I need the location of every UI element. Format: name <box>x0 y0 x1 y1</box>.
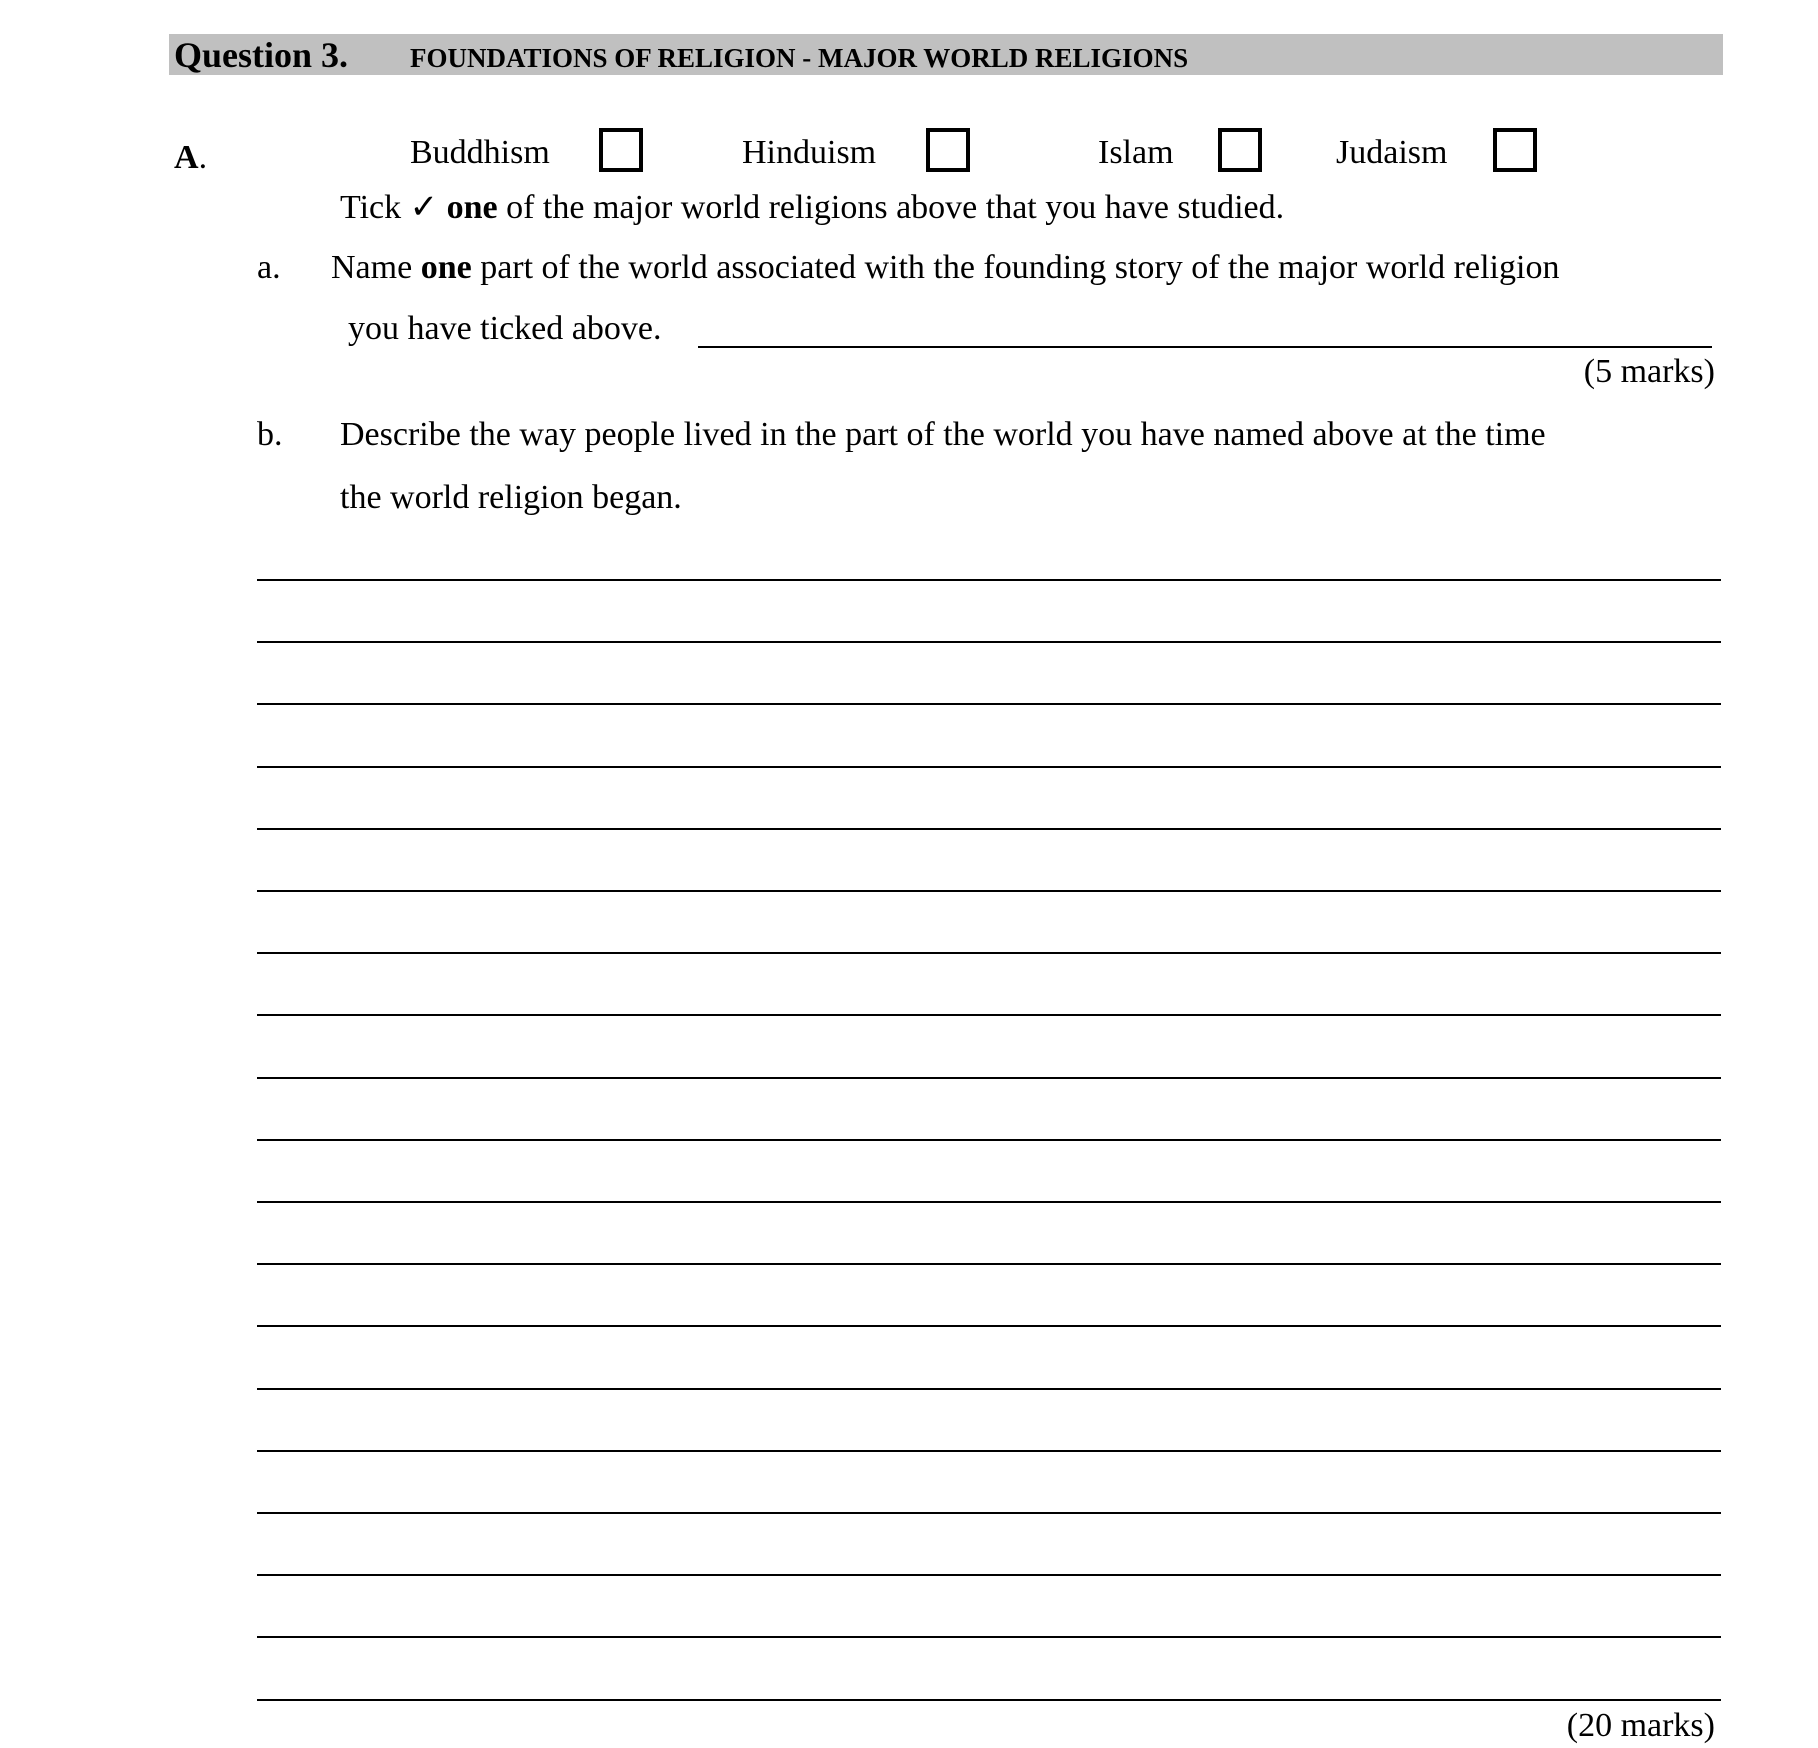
question-number: Question 3. <box>174 35 349 75</box>
question-topic: FOUNDATIONS OF RELIGION - MAJOR WORLD RELIGIONS <box>410 43 1189 73</box>
answer-line[interactable] <box>257 952 1721 954</box>
part-a-prefix: Name <box>331 249 421 286</box>
part-a-answer-blank[interactable] <box>698 346 1712 348</box>
answer-line[interactable] <box>257 1077 1721 1079</box>
option-label-islam: Islam <box>1098 134 1174 171</box>
section-label <box>174 138 207 178</box>
answer-line[interactable] <box>257 1014 1721 1016</box>
part-a-marks: (5 marks) <box>1583 353 1715 390</box>
answer-line[interactable] <box>257 1450 1721 1452</box>
part-a-question-line-1 <box>331 246 1559 290</box>
part-b-question-line-1: Describe the way people lived in the part of the world you have named above at the time <box>340 416 1546 453</box>
answer-line[interactable] <box>257 890 1721 892</box>
answer-line[interactable] <box>257 1139 1721 1141</box>
instruction-prefix: Tick ✓ <box>340 189 447 226</box>
option-label-hinduism: Hinduism <box>742 134 877 171</box>
answer-line[interactable] <box>257 1388 1721 1390</box>
checkbox-buddhism[interactable] <box>599 128 643 172</box>
section-label-suffix: . <box>198 139 208 176</box>
answer-line[interactable] <box>257 703 1721 705</box>
part-b-marks: (20 marks) <box>1566 1707 1715 1744</box>
part-a-emphasis: one <box>420 249 472 286</box>
instruction-suffix: of the major world religions above that you have studied. <box>497 189 1285 226</box>
answer-line[interactable] <box>257 1325 1721 1327</box>
answer-line[interactable] <box>257 828 1721 830</box>
section-letter: A <box>174 139 199 176</box>
part-b-letter: b. <box>257 416 283 453</box>
answer-line[interactable] <box>257 1636 1721 1638</box>
answer-line[interactable] <box>257 641 1721 643</box>
part-b-question-line-2: the world religion began. <box>340 479 682 516</box>
answer-line[interactable] <box>257 1574 1721 1576</box>
checkbox-judaism[interactable] <box>1493 128 1537 172</box>
part-a-letter: a. <box>257 249 281 286</box>
answer-line[interactable] <box>257 1263 1721 1265</box>
part-a-suffix: part of the world associated with the founding story of the major world religion <box>471 249 1560 286</box>
answer-line[interactable] <box>257 579 1721 581</box>
tick-instruction <box>340 186 1284 230</box>
answer-line[interactable] <box>257 766 1721 768</box>
answer-line[interactable] <box>257 1512 1721 1514</box>
checkbox-hinduism[interactable] <box>926 128 970 172</box>
answer-line[interactable] <box>257 1699 1721 1701</box>
instruction-emphasis: one <box>446 189 498 226</box>
checkbox-islam[interactable] <box>1218 128 1262 172</box>
answer-line[interactable] <box>257 1201 1721 1203</box>
option-label-buddhism: Buddhism <box>410 134 550 171</box>
part-a-question-line-2: you have ticked above. <box>348 310 662 347</box>
option-label-judaism: Judaism <box>1336 134 1448 171</box>
